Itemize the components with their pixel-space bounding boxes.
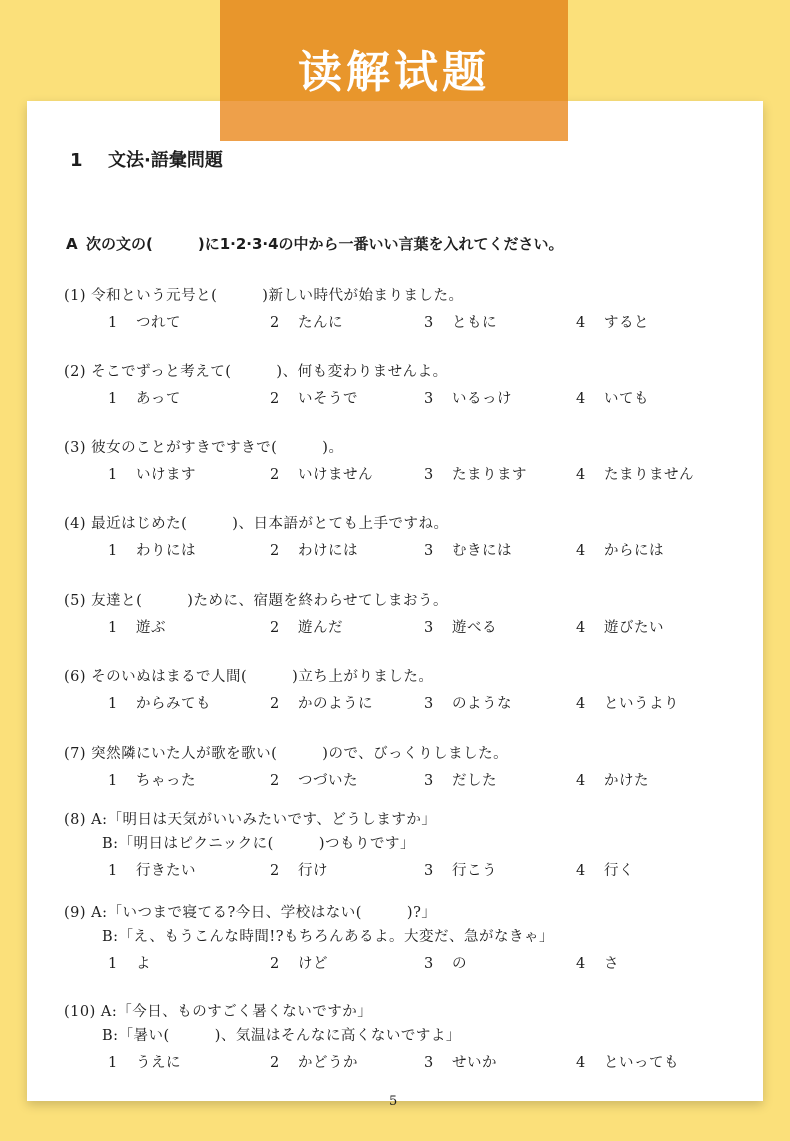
option-number: 3 [424, 315, 434, 331]
option-text: かのように [298, 696, 373, 712]
option-number: 1 [108, 956, 118, 972]
option-text: 遊ぶ [136, 620, 166, 636]
answer-option[interactable] [270, 387, 358, 411]
answer-options [64, 311, 649, 335]
answer-option[interactable] [108, 311, 181, 335]
option-text: わりには [136, 543, 196, 559]
answer-option[interactable] [424, 311, 497, 335]
option-number: 2 [270, 543, 280, 559]
option-text: 行く [604, 863, 634, 879]
option-text: のような [452, 696, 512, 712]
option-text: たまりません [604, 467, 694, 483]
answer-option[interactable] [108, 1051, 181, 1075]
option-number: 3 [424, 620, 434, 636]
title-banner [220, 0, 568, 141]
option-number: 1 [108, 315, 118, 331]
option-number: 4 [576, 467, 586, 483]
answer-options [64, 952, 619, 976]
option-text: かどうか [298, 1055, 358, 1071]
answer-option[interactable] [424, 463, 527, 487]
instruction-text: 次の文の( )に1·2·3·4の中から一番いい言葉を入れてください。 [86, 235, 564, 253]
option-text: あって [136, 391, 181, 407]
option-text: むきには [452, 543, 512, 559]
answer-option[interactable] [108, 616, 166, 640]
answer-option[interactable] [424, 387, 512, 411]
option-number: 3 [424, 467, 434, 483]
answer-option[interactable] [270, 952, 328, 976]
option-number: 2 [270, 620, 280, 636]
instruction-label: A [66, 235, 78, 253]
question-text: (5) 友達と( )ために、宿題を終わらせてしまおう。 [64, 593, 449, 609]
option-text: いけます [136, 467, 196, 483]
answer-option[interactable] [108, 463, 196, 487]
question [64, 808, 634, 883]
section-heading [70, 146, 223, 172]
question-text: (6) そのいぬはまるで人間( )立ち上がりました。 [64, 669, 434, 685]
option-text: だした [452, 773, 497, 789]
answer-options [64, 859, 634, 883]
option-text: つれて [136, 315, 181, 331]
banner-title: 读解试题 [298, 47, 490, 98]
option-text: うえに [136, 1055, 181, 1071]
answer-option[interactable] [424, 952, 467, 976]
question [64, 360, 649, 411]
option-number: 1 [108, 467, 118, 483]
option-number: 4 [576, 1055, 586, 1071]
answer-options [64, 616, 664, 640]
question-text: (9) A:「いつまで寝てる?今日、学校はない( )?」 [64, 905, 437, 921]
option-text: いるっけ [452, 391, 512, 407]
option-number: 1 [108, 863, 118, 879]
question-dialogue-line: B:「え、もうこんな時間!?もちろんあるよ。大変だ、急がなきゃ」 [102, 929, 555, 945]
option-number: 1 [108, 391, 118, 407]
question-text: (3) 彼女のことがすきですきで( )。 [64, 440, 344, 456]
option-number: 2 [270, 467, 280, 483]
page-number: 5 [389, 1094, 398, 1109]
answer-option[interactable] [270, 311, 343, 335]
option-number: 4 [576, 863, 586, 879]
answer-option[interactable] [576, 692, 679, 716]
answer-option[interactable] [270, 1051, 358, 1075]
question [64, 284, 649, 335]
question [64, 901, 619, 976]
answer-option[interactable] [576, 616, 664, 640]
option-number: 4 [576, 391, 586, 407]
answer-option[interactable] [576, 952, 619, 976]
answer-options [64, 463, 694, 487]
answer-option[interactable] [270, 859, 328, 883]
option-text: の [452, 956, 467, 972]
answer-option[interactable] [108, 769, 196, 793]
option-text: たまります [452, 467, 527, 483]
question-text: (8) A:「明日は天気がいいみたいです、どうしますか」 [64, 812, 437, 828]
answer-option[interactable] [424, 769, 497, 793]
option-text: いそうで [298, 391, 358, 407]
option-text: よ [136, 956, 151, 972]
answer-option[interactable] [576, 463, 694, 487]
option-number: 2 [270, 863, 280, 879]
question [64, 512, 664, 563]
option-number: 2 [270, 315, 280, 331]
option-number: 1 [108, 773, 118, 789]
answer-options [64, 692, 679, 716]
option-number: 4 [576, 620, 586, 636]
option-text: 遊んだ [298, 620, 343, 636]
option-number: 3 [424, 543, 434, 559]
option-number: 1 [108, 620, 118, 636]
answer-option[interactable] [270, 539, 358, 563]
question [64, 742, 649, 793]
option-text: からには [604, 543, 664, 559]
option-number: 4 [576, 315, 586, 331]
answer-option[interactable] [576, 769, 649, 793]
option-text: いても [604, 391, 649, 407]
option-number: 1 [108, 696, 118, 712]
option-text: けど [298, 956, 328, 972]
option-text: ちゃった [136, 773, 196, 789]
question-text: (7) 突然隣にいた人が歌を歌い( )ので、びっくりしました。 [64, 746, 509, 762]
option-number: 4 [576, 543, 586, 559]
answer-option[interactable] [424, 539, 512, 563]
answer-option[interactable] [270, 692, 373, 716]
option-number: 3 [424, 1055, 434, 1071]
answer-option[interactable] [576, 311, 649, 335]
answer-option[interactable] [424, 859, 497, 883]
option-number: 2 [270, 1055, 280, 1071]
answer-option[interactable] [576, 859, 634, 883]
option-number: 3 [424, 863, 434, 879]
option-text: かけた [604, 773, 649, 789]
answer-option[interactable] [424, 692, 512, 716]
option-text: というより [604, 696, 679, 712]
option-number: 3 [424, 696, 434, 712]
option-text: 行け [298, 863, 328, 879]
answer-option[interactable] [108, 859, 196, 883]
option-text: たんに [298, 315, 343, 331]
answer-option[interactable] [108, 692, 211, 716]
question [64, 1000, 679, 1075]
instruction [66, 233, 564, 254]
answer-options [64, 539, 664, 563]
question-dialogue-line: B:「明日はピクニックに( )つもりです」 [102, 836, 415, 852]
option-text: ともに [452, 315, 497, 331]
option-number: 2 [270, 773, 280, 789]
option-number: 2 [270, 956, 280, 972]
option-number: 4 [576, 696, 586, 712]
option-number: 2 [270, 696, 280, 712]
option-number: 3 [424, 956, 434, 972]
answer-option[interactable] [270, 769, 358, 793]
answer-option[interactable] [108, 387, 181, 411]
option-number: 3 [424, 391, 434, 407]
question-text: (4) 最近はじめた( )、日本語がとても上手ですね。 [64, 516, 449, 532]
option-text: 行こう [452, 863, 497, 879]
answer-option[interactable] [576, 539, 664, 563]
question [64, 436, 694, 487]
question [64, 665, 679, 716]
question-dialogue-line: B:「暑い( )、気温はそんなに高くないですよ」 [102, 1028, 461, 1044]
option-number: 1 [108, 1055, 118, 1071]
option-text: すると [604, 315, 649, 331]
option-text: 遊べる [452, 620, 497, 636]
option-number: 3 [424, 773, 434, 789]
answer-option[interactable] [576, 387, 649, 411]
answer-option[interactable] [424, 1051, 497, 1075]
answer-option[interactable] [270, 463, 373, 487]
option-text: からみても [136, 696, 211, 712]
answer-option[interactable] [424, 616, 497, 640]
answer-option[interactable] [576, 1051, 679, 1075]
answer-option[interactable] [108, 952, 151, 976]
option-number: 1 [108, 543, 118, 559]
option-text: わけには [298, 543, 358, 559]
answer-options [64, 1051, 679, 1075]
option-text: といっても [604, 1055, 679, 1071]
question [64, 589, 664, 640]
option-text: せいか [452, 1055, 497, 1071]
question-text: (10) A:「今日、ものすごく暑くないですか」 [64, 1004, 373, 1020]
option-text: いけません [298, 467, 373, 483]
option-text: つづいた [298, 773, 358, 789]
question-text: (2) そこでずっと考えて( )、何も変わりませんよ。 [64, 364, 448, 380]
option-text: 遊びたい [604, 620, 664, 636]
section-title: 文法·語彙問題 [108, 150, 223, 171]
option-number: 4 [576, 956, 586, 972]
option-text: 行きたい [136, 863, 196, 879]
answer-option[interactable] [270, 616, 343, 640]
answer-options [64, 769, 649, 793]
question-text: (1) 令和という元号と( )新しい時代が始まりました。 [64, 288, 464, 304]
option-text: さ [604, 956, 619, 972]
option-number: 2 [270, 391, 280, 407]
option-number: 4 [576, 773, 586, 789]
section-number: 1 [70, 150, 83, 171]
answer-option[interactable] [108, 539, 196, 563]
answer-options [64, 387, 649, 411]
